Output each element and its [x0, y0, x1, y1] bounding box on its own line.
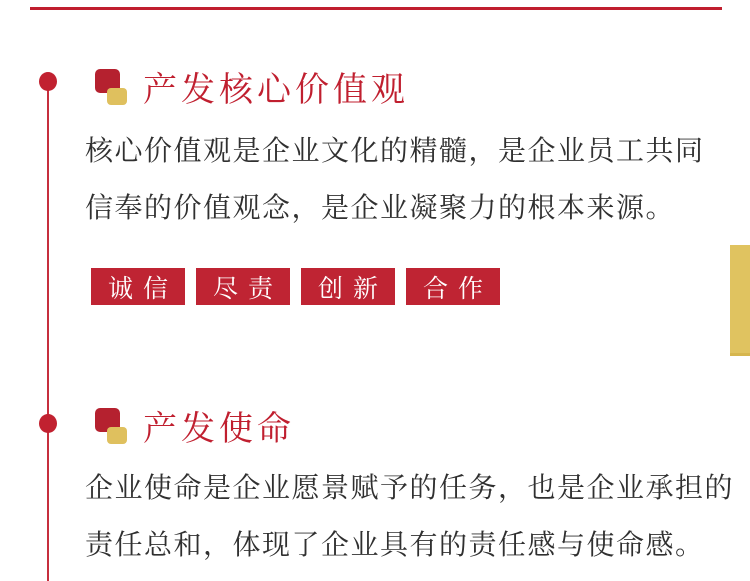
section-body-core-values	[85, 122, 740, 236]
timeline-line	[47, 82, 49, 581]
gold-square-icon	[107, 427, 127, 444]
tag-cooperation: 合作	[406, 268, 500, 305]
section-marker-icon	[95, 408, 129, 445]
section-title-mission: 产发使命	[143, 410, 295, 448]
body-line: 信奉的价值观念，是企业凝聚力的根本来源。	[85, 192, 676, 223]
timeline-dot	[39, 72, 57, 91]
section-title-core-values: 产发核心价值观	[143, 71, 409, 109]
body-line: 责任总和，体现了企业具有的责任感与使命感。	[85, 529, 705, 560]
tag-integrity: 诚信	[91, 268, 185, 305]
right-edge-accent-bar	[730, 245, 750, 356]
timeline-dot	[39, 414, 57, 433]
tag-responsibility: 尽责	[196, 268, 290, 305]
gold-square-icon	[107, 88, 127, 105]
section-marker-icon	[95, 69, 129, 106]
body-line: 核心价值观是企业文化的精髓，是企业员工共同	[85, 135, 705, 166]
tag-innovation: 创新	[301, 268, 395, 305]
section-body-mission	[85, 459, 740, 573]
body-line: 企业使命是企业愿景赋予的任务，也是企业承担的	[85, 472, 735, 503]
value-tags-row	[91, 268, 511, 305]
top-accent-line	[30, 7, 722, 10]
